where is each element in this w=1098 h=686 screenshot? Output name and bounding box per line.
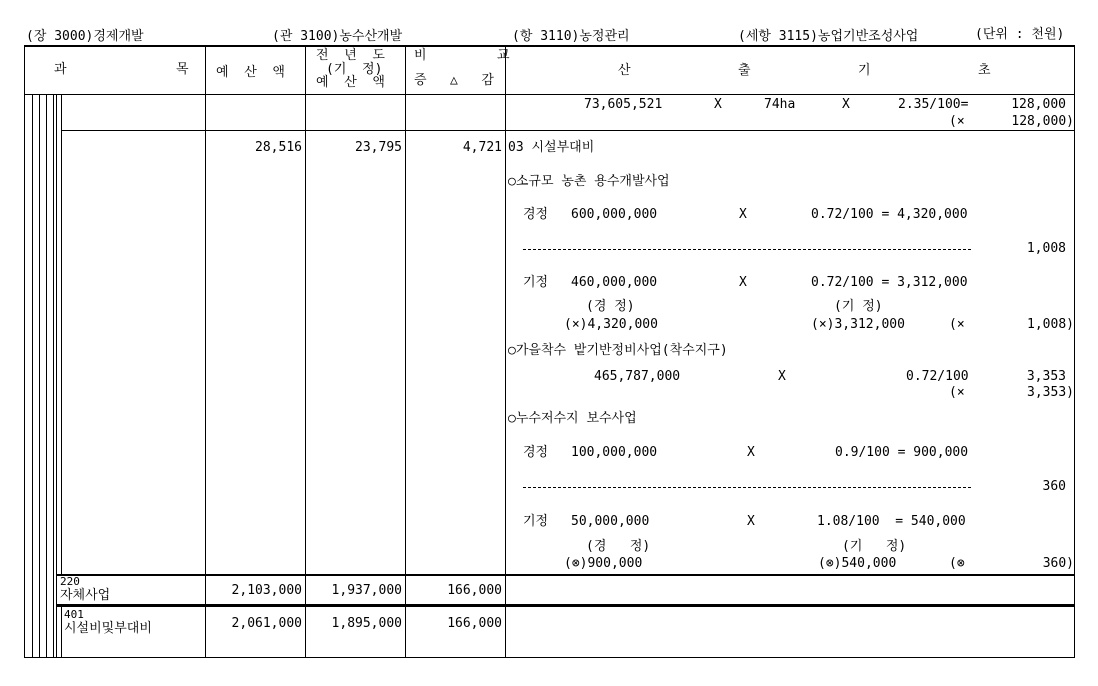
p3-g-calc: 0.9/100 = 900,000 [835, 445, 969, 460]
p1-g-amount: 600,000,000 [571, 207, 658, 222]
row401-budget: 2,061,000 [231, 616, 302, 631]
p1-dash-line [523, 249, 971, 250]
facility-prev: 23,795 [355, 140, 402, 155]
col-cmp-line1: 비 교 [414, 48, 510, 63]
row401-code: 401 [64, 608, 84, 621]
col-calc-1: 산 [618, 63, 631, 78]
row401-prev: 1,895,000 [331, 616, 402, 631]
p3-dash-line [523, 487, 971, 488]
p3-k-calc: 1.08/100 = 540,000 [817, 514, 966, 529]
top-x2: X [842, 97, 850, 112]
row220-code: 220 [60, 575, 80, 588]
p3-paren-open: (⊗ [949, 556, 965, 571]
p2-title: ○가을착수 밭기반정비사업(착수지구) [508, 343, 728, 358]
p3-g-label: 경정 [523, 445, 549, 460]
p2-rate: 0.72/100 [906, 369, 969, 384]
header-jang: (장 3000)경제개발 [26, 29, 144, 44]
p2-paren-value: 3,353) [1027, 385, 1074, 400]
top-paren-value: 128,000) [1011, 114, 1074, 129]
p2-amount: 465,787,000 [594, 369, 681, 384]
row401-name: 시설비및부대비 [64, 621, 152, 636]
row220-budget: 2,103,000 [231, 583, 302, 598]
row220-name: 자체사업 [60, 588, 111, 603]
p1-g-calc: 0.72/100 = 4,320,000 [811, 207, 968, 222]
col-cmp-line2: 증 △ 감 [414, 73, 494, 88]
p1-k-label: 기정 [523, 275, 549, 290]
col-calc-3: 기 [858, 63, 871, 78]
top-paren-open: (× [949, 114, 965, 129]
p1-sub-g-label: (경 정) [586, 299, 635, 314]
facility-diff: 4,721 [462, 140, 502, 155]
p3-sub-k-value: (⊗)540,000 [818, 556, 897, 571]
p3-k-label: 기정 [523, 514, 549, 529]
p3-sub-g-value: (⊗)900,000 [564, 556, 643, 571]
p3-sub-k-label: (기 정) [842, 539, 907, 554]
top-x1: X [714, 97, 722, 112]
p3-k-amount: 50,000,000 [571, 514, 650, 529]
p1-g-x: X [739, 207, 747, 222]
header-unit: (단위 : 천원) [975, 27, 1065, 42]
p1-sub-k-value: (×)3,312,000 [811, 317, 905, 332]
p3-title: ○누수저수지 보수사업 [508, 411, 637, 426]
p1-paren-value: 1,008) [1027, 317, 1074, 332]
p3-sub-g-label: (경 정) [586, 539, 651, 554]
p1-sub-g-value: (×)4,320,000 [564, 317, 658, 332]
col-item-left: 과 [54, 62, 67, 77]
col-prev-line3: 예 산 액 [316, 75, 385, 90]
p1-paren-open: (× [949, 317, 965, 332]
p1-k-amount: 460,000,000 [571, 275, 658, 290]
p3-dash-result: 360 [1042, 479, 1066, 494]
row220-prev: 1,937,000 [331, 583, 402, 598]
col-prev-line2: (기 정) [326, 62, 383, 77]
p2-x: X [778, 369, 786, 384]
row220-diff: 166,000 [447, 583, 502, 598]
p2-paren-open: (× [949, 385, 965, 400]
p1-sub-k-label: (기 정) [834, 299, 883, 314]
col-calc-2: 출 [738, 63, 751, 78]
top-area: 74ha [764, 97, 796, 112]
row401-diff: 166,000 [447, 616, 502, 631]
p1-k-x: X [739, 275, 747, 290]
col-calc-4: 초 [978, 63, 991, 78]
p3-k-x: X [747, 514, 755, 529]
col-item-right: 목 [176, 62, 189, 77]
p3-g-x: X [747, 445, 755, 460]
facility-budget: 28,516 [255, 140, 302, 155]
p3-paren-value: 360) [1042, 556, 1074, 571]
top-result: 128,000 [1011, 97, 1066, 112]
col-budget-header: 예 산 액 [216, 65, 285, 80]
facility-title: 03 시설부대비 [508, 140, 595, 155]
top-amount: 73,605,521 [584, 97, 663, 112]
p1-g-label: 경정 [523, 207, 549, 222]
top-rate: 2.35/100= [898, 97, 969, 112]
header-hang: (항 3110)농정관리 [512, 29, 630, 44]
header-sehang: (세항 3115)농업기반조성사업 [738, 29, 919, 44]
p1-title: ○소규모 농촌 용수개발사업 [508, 174, 670, 189]
p3-g-amount: 100,000,000 [571, 445, 658, 460]
p2-result: 3,353 [1026, 369, 1066, 384]
col-prev-line1: 전 년 도 [316, 48, 385, 63]
header-gwan: (관 3100)농수산개발 [272, 29, 403, 44]
p1-k-calc: 0.72/100 = 3,312,000 [811, 275, 968, 290]
p1-dash-result: 1,008 [1026, 241, 1066, 256]
